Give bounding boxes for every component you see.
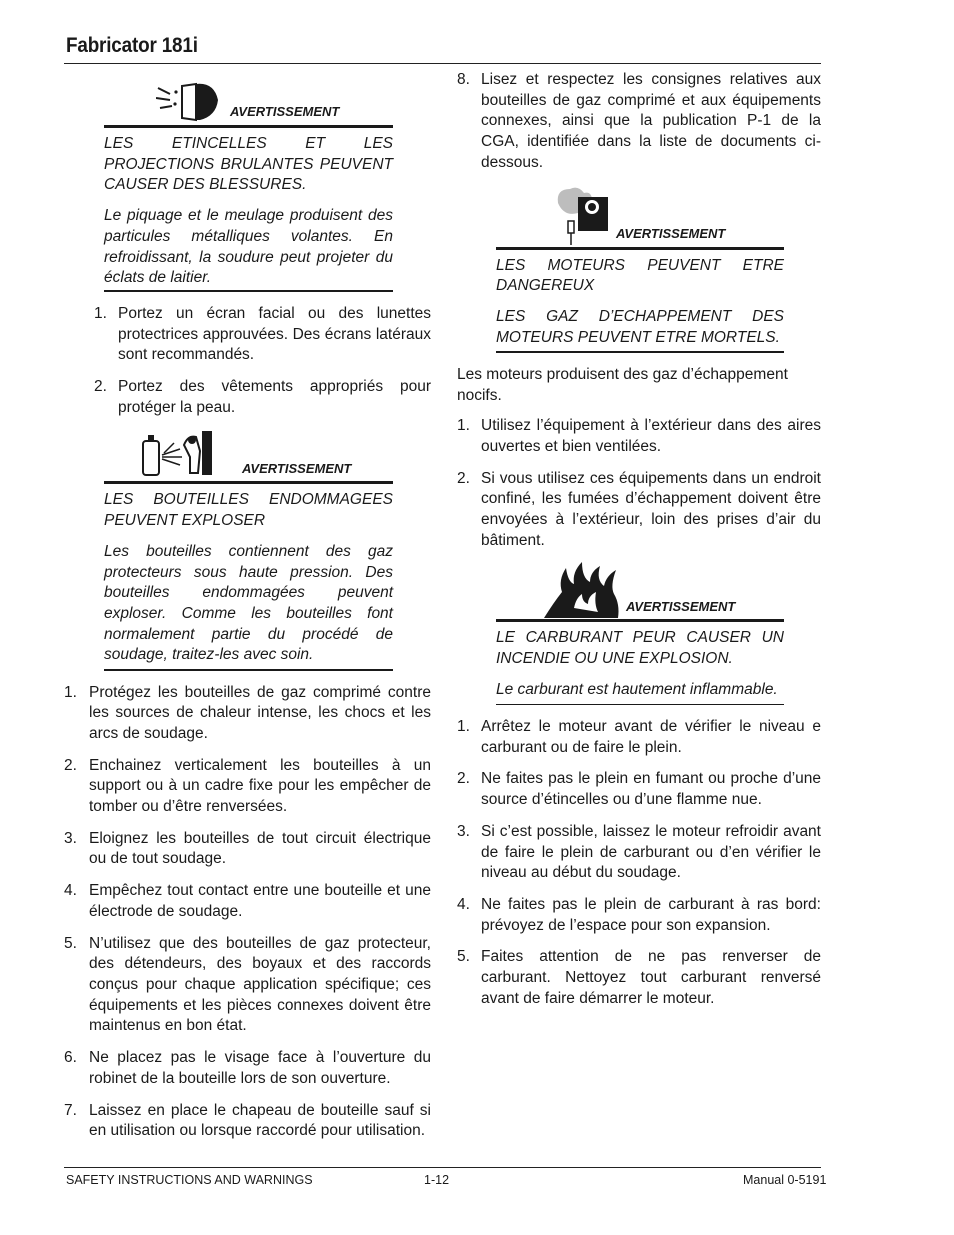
footer-divider: [64, 1167, 821, 1168]
cylinder-list: [64, 683, 431, 1142]
warning-bottom-rule: [496, 704, 784, 706]
list-item: 4. Ne faites pas le plein de carburant à ras bord: prévoyez de l’espace pour son expansion.: [457, 895, 821, 934]
list-item: 1. Utilisez l’équipement à l’extérieur dans des aires ouvertes et bien ventilées.: [457, 417, 821, 455]
warning-heading: LES ETINCELLES ET LES PROJECTIONS BRULANTES PEUVENT CAUSER DES BLESSURES.: [104, 135, 393, 194]
warning-text: Le carburant est hautement inflammable.: [496, 680, 778, 698]
list-item: 5. N’utilisez que des bouteilles de gaz protecteur, des détendeurs, des boyaux et des raccords conçus pour chaque application spécifique; ces équipements et les pièces connexes doivent être maintenus en bon état.: [64, 934, 431, 1035]
list-item: 1. Portez un écran facial ou des lunettes protectrices approuvées. Des écrans latéraux sont recommandés.: [94, 304, 431, 364]
footer-section-title: SAFETY INSTRUCTIONS AND WARNINGS: [66, 1173, 313, 1187]
list-item: 8. Lisez et respectez les consignes relatives aux bouteilles de gaz comprimé et aux équipements connexes, ainsi que la publication P-1 de la CGA, identifiée dans la liste de documents ci-dessous.: [457, 71, 821, 171]
header-divider: [64, 63, 821, 64]
warning-heading: LES BOUTEILLES ENDOMMAGEES PEUVENT EXPLOSER: [104, 491, 393, 530]
list-item: 7. Laissez en place le chapeau de bouteille sauf si en utilisation ou lorsque raccordé pour utilisation.: [64, 1101, 431, 1140]
cylinder-explosion-icon: [140, 431, 240, 477]
warning-label: AVERTISSEMENT: [626, 598, 736, 614]
list-item: 3. Si c’est possible, laissez le moteur refroidir avant de faire le plein de carburant ou d’en vérifier le niveau au début du soudage.: [457, 822, 821, 882]
warning-fuel-fire: [496, 562, 784, 705]
list-item: 1. Protégez les bouteilles de gaz comprimé contre les sources de chaleur intense, les chocs et les arcs de soudage.: [64, 683, 431, 742]
list-item: 2. Si vous utilisez ces équipements dans un endroit confiné, les fumées d’échappement doivent être envoyées à l’extérieur, loin des prises d’air du bâtiment.: [457, 469, 821, 549]
warning-engine-exhaust: [496, 185, 784, 353]
warning-text: LES GAZ D’ECHAPPEMENT DES MOTEURS PEUVENT ETRE MORTELS.: [496, 307, 784, 346]
engine-intro: Les moteurs produisent des gaz d’échappement nocifs.: [457, 365, 788, 404]
warning-label: AVERTISSEMENT: [230, 104, 340, 120]
right-column: [457, 70, 821, 1021]
list-item: 1. Arrêtez le moteur avant de vérifier le niveau e carburant ou de faire le plein.: [457, 718, 821, 756]
list-item: 6. Ne placez pas le visage face à l’ouverture du robinet de la bouteille lors de son ouverture.: [64, 1049, 431, 1087]
list-item: 2. Ne faites pas le plein en fumant ou proche d’une source d’étincelles ou d’une flamme nue.: [457, 770, 821, 809]
warning-sparks: [104, 80, 393, 292]
shield-list: [94, 304, 431, 419]
list-item: 4. Empêchez tout contact entre une bouteille et une électrode de soudage.: [64, 882, 431, 920]
page-number: 1-12: [424, 1173, 450, 1187]
flame-icon: [544, 562, 624, 618]
warning-bottom-rule: [496, 351, 784, 353]
warning-cylinders: [104, 429, 393, 670]
warning-text: Les bouteilles contiennent des gaz protecteurs sous haute pression. Des bouteilles endommagées peuvent exploser. Comme les bouteilles font normalement partie du procédé de soudage, traitez-les avec soin.: [104, 542, 393, 664]
face-shield-sparks-icon: [156, 80, 226, 124]
list-item: 2. Portez des vêtements appropriés pour protéger la peau.: [94, 378, 431, 416]
warning-bottom-rule: [104, 669, 393, 671]
fuel-list: [457, 717, 821, 1009]
warning-text: Le piquage et le meulage produisent des particules métalliques volantes. En refroidissant, la soudure peut projeter du éclats de laitier.: [104, 207, 393, 287]
list-item: 5. Faites attention de ne pas renverser de carburant. Nettoyez tout carburant renversé avant de faire démarrer le moteur.: [457, 948, 821, 1007]
manual-number: Manual 0-5191: [743, 1173, 827, 1187]
cylinder-list-continued: [457, 70, 821, 174]
left-column: [64, 66, 431, 1153]
warning-label: AVERTISSEMENT: [242, 460, 352, 476]
list-item: 3. Eloignez les bouteilles de tout circuit électrique ou de tout soudage.: [64, 829, 431, 868]
warning-bottom-rule: [104, 290, 393, 292]
warning-label: AVERTISSEMENT: [616, 225, 726, 241]
engine-list: [457, 416, 821, 551]
warning-heading: LE CARBURANT PEUR CAUSER UN INCENDIE OU UNE EXPLOSION.: [496, 629, 784, 668]
list-item: 2. Enchainez verticalement les bouteilles à un support ou à un cadre fixe pour les empêcher de tomber ou d’être renversées.: [64, 756, 431, 816]
warning-heading: LES MOTEURS PEUVENT ETRE DANGEREUX: [496, 256, 784, 295]
engine-exhaust-icon: [554, 185, 614, 247]
page-title: Fabricator 181i: [66, 34, 198, 57]
